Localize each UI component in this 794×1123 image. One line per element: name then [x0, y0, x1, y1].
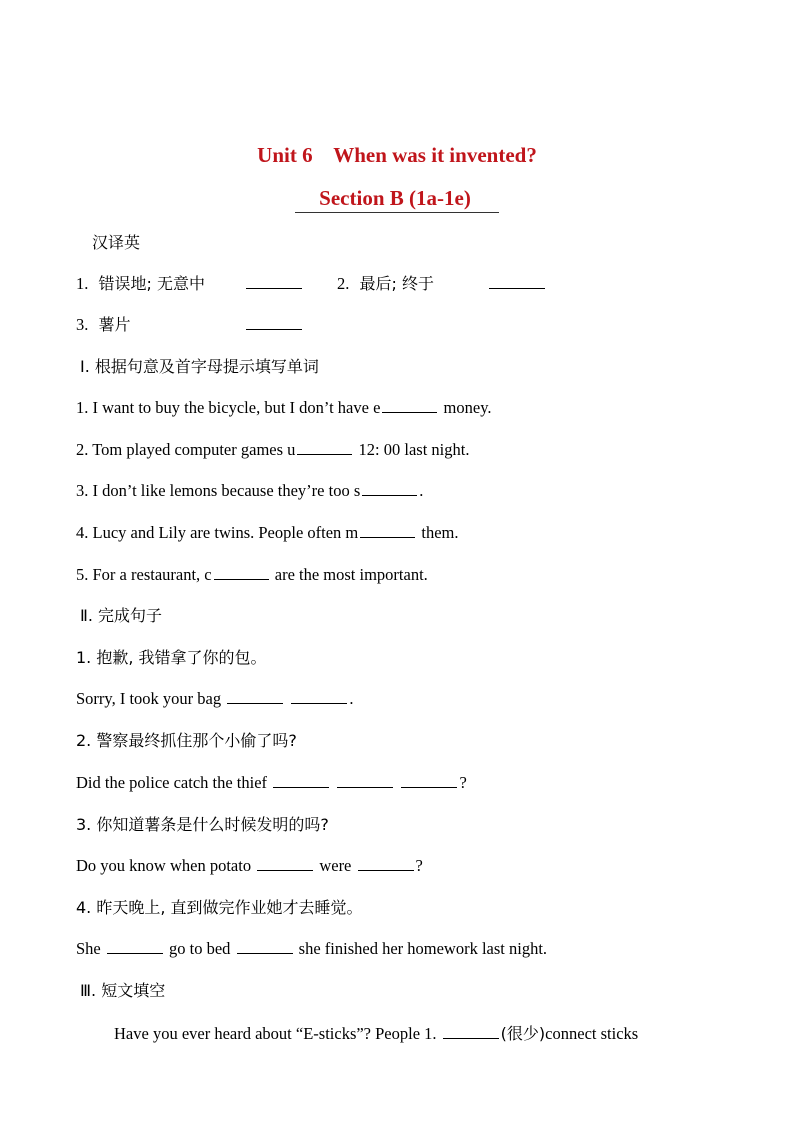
answer-blank[interactable] [487, 273, 547, 295]
hint-text: (很少) [500, 1024, 546, 1043]
part3-heading: Ⅲ. 短文填空 [80, 981, 166, 1000]
sentence-text: 1. I want to buy the bicycle, but I don’t have e [76, 398, 381, 417]
part1-item-5 [76, 564, 428, 586]
answer-blank[interactable] [107, 939, 163, 954]
part2-item-3-cn: 3. 你知道薯条是什么时候发明的吗? [76, 815, 329, 834]
section-subtitle [0, 186, 794, 213]
sentence-text: Do you know when potato [76, 856, 252, 875]
sentence-text: Did the police catch the thief [76, 773, 268, 792]
part2-item-2-en [76, 772, 467, 794]
part2-item-4-cn: 4. 昨天晚上, 直到做完作业她才去睡觉。 [76, 898, 363, 917]
sentence-text: 2. Tom played computer games u [76, 440, 296, 459]
part1-heading: Ⅰ. 根据句意及首字母提示填写单词 [80, 357, 319, 376]
sentence-text: 5. For a restaurant, c [76, 565, 212, 584]
part2-item-1-cn: 1. 抱歉, 我错拿了你的包。 [76, 648, 267, 667]
answer-blank[interactable] [382, 398, 437, 413]
item-text: 错误地; 无意中 [98, 274, 205, 293]
part1-item-2 [76, 439, 469, 461]
part2-item-1-en [76, 688, 354, 710]
item-text: 最后; 终于 [359, 274, 434, 293]
section-subtitle-text: Section B (1a-1e) [295, 186, 499, 213]
sentence-text: She [76, 939, 101, 958]
translation-item-1 [76, 273, 205, 295]
item-text: 薯片 [98, 315, 131, 334]
answer-blank[interactable] [244, 273, 304, 295]
part2-item-2-cn: 2. 警察最终抓住那个小偷了吗? [76, 731, 297, 750]
answer-blank[interactable] [291, 689, 347, 704]
sentence-text: 4. Lucy and Lily are twins. People often m [76, 523, 359, 542]
sentence-text: she finished her homework last night. [298, 939, 548, 958]
sentence-text: . [349, 689, 354, 708]
sentence-text: them. [421, 523, 459, 542]
sentence-text: were [319, 856, 352, 875]
page-title: Unit 6 When was it invented? [257, 143, 537, 167]
answer-blank[interactable] [337, 773, 393, 788]
sentence-text: 3. I don’t like lemons because they’re too s [76, 481, 361, 500]
part1-item-3 [76, 480, 423, 502]
part2-heading: Ⅱ. 完成句子 [80, 606, 163, 625]
sentence-text: ? [459, 773, 467, 792]
translation-item-3 [76, 314, 131, 336]
answer-blank[interactable] [244, 314, 304, 336]
passage-text: Have you ever heard about “E-sticks”? People 1. [114, 1024, 437, 1043]
answer-blank[interactable] [401, 773, 457, 788]
part1-item-4 [76, 522, 459, 544]
sentence-text: . [419, 481, 424, 500]
answer-blank[interactable] [360, 523, 415, 538]
item-number: 2. [337, 274, 350, 293]
passage-text: connect sticks [545, 1024, 639, 1043]
answer-blank[interactable] [227, 689, 283, 704]
translation-item-2 [337, 273, 434, 295]
item-number: 3. [76, 315, 89, 334]
part1-item-1 [76, 397, 492, 419]
answer-blank[interactable] [362, 481, 417, 496]
answer-blank[interactable] [257, 856, 313, 871]
answer-blank[interactable] [443, 1024, 499, 1039]
translation-heading: 汉译英 [92, 233, 141, 252]
sentence-text: are the most important. [274, 565, 428, 584]
item-number: 1. [76, 274, 89, 293]
part2-item-3-en [76, 855, 423, 877]
sentence-text: go to bed [169, 939, 231, 958]
part2-item-4-en [76, 938, 547, 960]
answer-blank[interactable] [273, 773, 329, 788]
answer-blank[interactable] [297, 440, 352, 455]
sentence-text: 12: 00 last night. [358, 440, 470, 459]
sentence-text: Sorry, I took your bag [76, 689, 222, 708]
answer-blank[interactable] [214, 565, 269, 580]
part3-passage [114, 1023, 638, 1045]
answer-blank[interactable] [237, 939, 293, 954]
answer-blank[interactable] [358, 856, 414, 871]
sentence-text: money. [443, 398, 492, 417]
sentence-text: ? [415, 856, 423, 875]
